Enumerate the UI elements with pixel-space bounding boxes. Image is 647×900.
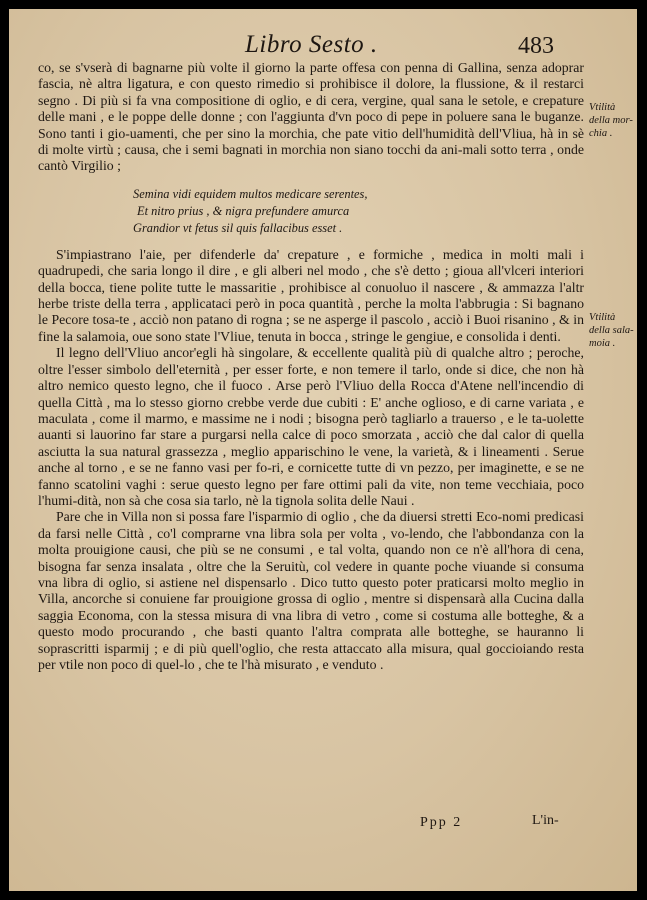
verse-quotation xyxy=(133,186,584,237)
marginal-note xyxy=(589,311,635,350)
marginal-note-line: Vtilità xyxy=(589,312,616,323)
page-number: 483 xyxy=(518,33,554,59)
marginal-note-line: della mor- xyxy=(589,115,633,126)
verse-line: Et nitro prius , & nigra prefundere amurca xyxy=(137,203,350,218)
paragraph: Il legno dell'Vliuo ancor'egli hà singolare, & eccellente qualità più di qualche altro ; peroche, oltre l'esser simbolo dell'eternità , per esser forte, e non temere il tarlo, onde si dice, che non hà altro nemico questo legno, che il fuoco . Arse però l'Vliuo della Rocca d'Atene nell'incendio di quella Città , ma lo stesso giorno crebbe verde due cubiti : E' anche oglioso, e di carne variata , e maculata , come il marmo, e massime ne i nodi ; bisogna però tagliarlo a trauerso , e le ta-uolette auanti si lauorino far stare a purgarsi nella calce di poco smorzata , acciò che dal calor di quella asciutta la sua natural grassezza , meglio apparischino le vene, la varietà, & i lineamenti . Serue anche al torno , e se ne fanno vasi per fo-ri, e cornicette tutte di vn pezzo, per imaginette, e se ne fanno scatolini vaghi : serue questo legno per fare ottimi pali da vite, non teme vecchiaia, poco l'humi-dità, non sà che cosa sia tarlo, nè la tignola solita delle Naui . xyxy=(38,345,584,508)
book-page xyxy=(9,9,637,891)
paragraph: co, se s'vserà di bagnarne più volte il giorno la parte offesa con penna di Gallina, senza adoprar fascia, nè altra ligatura, e con questo rimedio si prohibisce il dolore, la flussione, & il restarci segno . Di più si fa vna compositione di oglio, e di cera, vergine, qual sana le setole, e crepature delle mani , e le poppe delle donne ; con l'aggiunta d'vn poco di pepe in poluere sana le buganze. Sono tanti i gio-uamenti, che per sino la morchia, che pate vitio dell'humidità dell'Vliua, hà in sè di molte virtù ; causa, che i semi bagnati in morchia non siano tocchi da ani-mali sotto terra , onde cantò Virgilio ; xyxy=(38,60,584,174)
marginal-note-line: chia . xyxy=(589,128,613,139)
running-head: Libro Sesto . xyxy=(245,31,378,58)
marginal-note xyxy=(589,101,635,140)
marginal-note-line: moia . xyxy=(589,338,616,349)
catchword: L'in- xyxy=(532,813,559,828)
main-text-block xyxy=(38,60,584,673)
marginal-note-line: della sala- xyxy=(589,325,634,336)
marginal-note-line: Vtilità xyxy=(589,102,616,113)
signature-mark: Ppp 2 xyxy=(420,815,463,830)
paragraph: S'impiastrano l'aie, per difenderle da' crepature , e formiche , medica in molti mali i quadrupedi, che saria longo il dire , e gli alberi nel modo , che s'è detto ; gioua all'vlceri interiori della bocca, tiene polite tutte le massaritie , prohibisce al conuoluo il nascere , & ammazza l'altr herbe triste della terra , applicataci però in poca quantità , perche la molta l'abbrugia : Si bagnano le Pecore tosa-te , acciò non patano di rogna ; se ne asperge il pascolo , acciò i Buoi risanino , & in fine la salamoia, oue sono state l'Vliue, tenuta in bocca , stringe le gengiue, e consolida i denti. xyxy=(38,246,584,344)
verse-line: Grandior vt fetus sil quis fallacibus esset . xyxy=(133,220,343,235)
paragraph: Pare che in Villa non si possa fare l'isparmio di oglio , che da diuersi stretti Eco-nomi predicasi da farsi nelle Città , co'l comprarne vna libra sola per volta , vo-lendo, che l'abbondanza con la molta prouigione causi, che più se ne consumi , e tal volta, quando non ce n'è all'hora di cena, bisogna far senza insalata , oltre che la Seruitù, col vedere in quante poche viuande si consuma vna libra di oglio, si astiene nel dispensarlo . Dico tutto questo poter praticarsi molto meglio in Villa, ancorche si conuiene far prouigione grossa di oglio , mentre si dispensarà alla Cucina dalla saggia Economa, con la stessa misura di vna libra di vetro , come si costuma alle botteghe, & a questo modo procurando , che basti quanto l'altra comprata alle botteghe, se hauranno li soprascritti isparmij ; e di più quell'oglio, che resta attaccato alla misura, qual goccioiando resta per vtile non poco di quel-lo , che te l'hà misurato , e venduto . xyxy=(38,509,584,672)
verse-line: Semina vidi equidem multos medicare serentes, xyxy=(133,186,368,201)
